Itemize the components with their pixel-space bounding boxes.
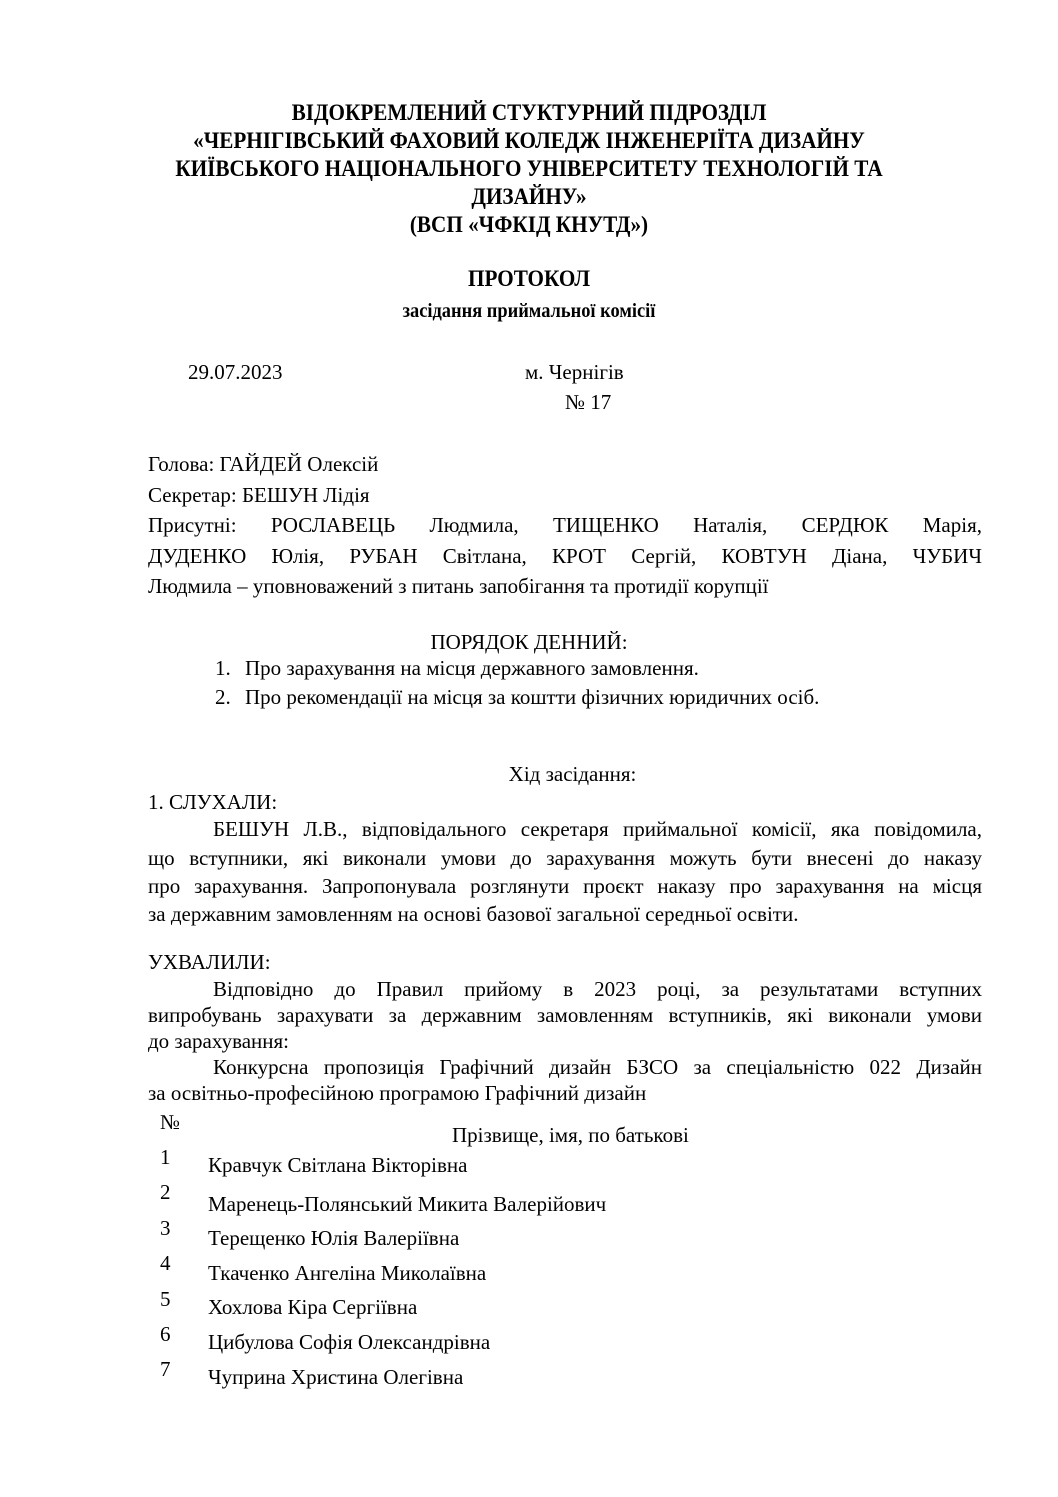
heard-line: про зарахування. Запропонувала розглянути проєкт наказу про зарахування на місця	[148, 874, 982, 898]
row-name: Хохлова Кіра Сергіївна	[208, 1295, 418, 1319]
row-number: 7	[160, 1357, 171, 1381]
present-line: Людмила – уповноважений з питань запобігання та протидії корупції	[148, 574, 769, 598]
header-line: (ВСП «ЧФКІД КНУТД»)	[409, 212, 649, 237]
protocol-subtitle: засідання приймальної комісії	[402, 300, 656, 322]
present-line: ДУДЕНКО Юлія, РУБАН Світлана, КРОТ Сергій, КОВТУН Діана, ЧУБИЧ	[148, 544, 982, 568]
table-header-number: №	[160, 1110, 181, 1134]
agenda-title: ПОРЯДОК ДЕННИЙ:	[430, 630, 628, 654]
decided-label: УХВАЛИЛИ:	[148, 950, 271, 974]
agenda-item: Про зарахування на місця державного замовлення.	[245, 656, 699, 680]
row-number: 4	[160, 1251, 171, 1275]
present-line: Присутні: РОСЛАВЕЦЬ Людмила, ТИЩЕНКО Наталія, СЕРДЮК Марія,	[148, 513, 982, 537]
heard-line: БЕШУН Л.В., відповідального секретаря приймальної комісії, яка повідомила,	[213, 817, 982, 841]
chair: Голова: ГАЙДЕЙ Олексій	[148, 452, 379, 476]
row-number: 3	[160, 1216, 171, 1240]
protocol-city: м. Чернігів	[525, 360, 624, 384]
offer-line: за освітньо-професійною програмою Графічний дизайн	[148, 1081, 647, 1105]
header-line: ВІДОКРЕМЛЕНИЙ СТУКТУРНИЙ ПІДРОЗДІЛ	[291, 100, 767, 125]
row-name: Терещенко Юлія Валеріївна	[208, 1226, 460, 1250]
header-line: ДИЗАЙНУ»	[471, 184, 587, 209]
row-name: Ткаченко Ангеліна Миколаївна	[208, 1261, 487, 1285]
heard-label: 1. СЛУХАЛИ:	[148, 790, 278, 814]
protocol-number: № 17	[565, 390, 612, 414]
offer-line: Конкурсна пропозиція Графічний дизайн БЗСО за спеціальністю 022 Дизайн	[213, 1055, 982, 1079]
row-name: Маренець-Полянський Микита Валерійович	[208, 1192, 607, 1216]
header-line: КИЇВСЬКОГО НАЦІОНАЛЬНОГО УНІВЕРСИТЕТУ ТЕХНОЛОГІЙ ТА	[175, 156, 883, 181]
row-number: 6	[160, 1322, 171, 1346]
decided-line: Відповідно до Правил прийому в 2023 році, за результатами вступних	[213, 977, 982, 1001]
protocol-title: ПРОТОКОЛ	[467, 266, 590, 291]
row-name: Чуприна Христина Олегівна	[208, 1365, 464, 1389]
row-number: 5	[160, 1287, 171, 1311]
header-line: «ЧЕРНІГІВСЬКИЙ ФАХОВИЙ КОЛЕДЖ ІНЖЕНЕРІЇТА ДИЗАЙНУ	[193, 128, 865, 153]
agenda-item: Про рекомендації на місця за коштти фізичних юридичних осіб.	[245, 685, 820, 709]
heard-line: що вступники, які виконали умови до зарахування можуть бути внесені до наказу	[148, 846, 982, 870]
decided-line: до зарахування:	[148, 1029, 290, 1053]
row-name: Кравчук Світлана Вікторівна	[208, 1153, 468, 1177]
protocol-date: 29.07.2023	[188, 360, 283, 384]
agenda-item-number: 2.	[215, 685, 231, 709]
decided-line: випробувань зарахувати за державним замовленням вступників, які виконали умови	[148, 1003, 982, 1027]
agenda-item-number: 1.	[215, 656, 231, 680]
row-number: 1	[160, 1145, 171, 1169]
meeting-title: Хід засідання:	[508, 762, 637, 786]
secretary: Секретар: БЕШУН Лідія	[148, 483, 370, 507]
row-name: Цибулова Софія Олександрівна	[208, 1330, 491, 1354]
heard-line: за державним замовленням на основі базової загальної середньої освіти.	[148, 902, 799, 926]
table-header-name: Прізвище, імя, по батькові	[452, 1123, 689, 1147]
row-number: 2	[160, 1180, 171, 1204]
